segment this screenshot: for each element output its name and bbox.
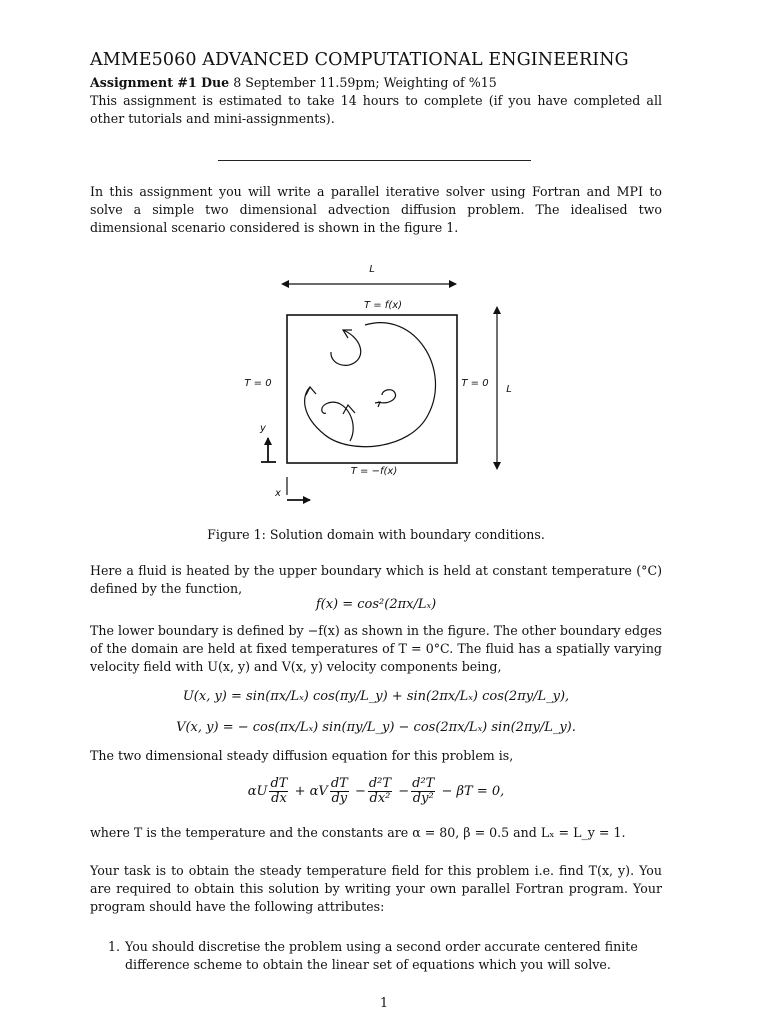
assignment-label: Assignment #1 Due [90,75,230,90]
left-boundary-label: T = 0 [244,378,272,389]
y-axis-label: y [260,423,266,434]
bottom-boundary-label: T = −f(x) [350,466,398,477]
time-estimate: This assignment is estimated to take 14 hours to complete (if you have completed all other tutorials and mini-assignments). [90,93,662,126]
list-item-text: You should discretise the problem using a second order accurate centered finite difference scheme to obtain the linear set of equations which you will solve. [125,939,638,972]
constants-paragraph: where T is the temperature and the constants are α = 80, β = 0.5 and Lₓ = L_y = 1. [90,825,626,840]
fraction-denominator: dy [331,791,348,806]
list-item [108,938,660,974]
domain-figure [230,255,530,515]
list-item-number: 1. [108,939,121,954]
equation-f: f(x) = cos²(2πx/Lₓ) [315,597,437,612]
term-2-coefficient: + αV [294,784,328,799]
fraction-denominator: dx² [369,791,391,806]
intro-paragraph: In this assignment you will write a parallel iterative solver using Fortran and MPI to solve a simple two dimensional advection diffusion problem. The idealised two dimensional scenario considered is shown in the figure 1. [90,184,662,235]
assignment-line [90,75,497,90]
task-paragraph: Your task is to obtain the steady temperature field for this problem i.e. find T(x, y). You are required to obtain this solution by writing your own parallel Fortran program. Your program should have the following attributes: [90,863,662,914]
d2T-dy2-fraction [411,777,435,806]
right-boundary-label: T = 0 [461,378,489,389]
fraction-numerator: d²T [412,776,435,791]
top-boundary-label: T = f(x) [363,300,403,311]
dT-dy-fraction [330,777,349,806]
equation-u: U(x, y) = sin(πx/Lₓ) cos(πy/L_y) + sin(2πx/Lₓ) cos(2πy/L_y), [182,689,570,704]
center-swirl-arrowhead [375,402,380,407]
large-swirl-arrowhead [306,387,316,395]
diffusion-intro: The two dimensional steady diffusion equation for this problem is, [90,748,514,763]
right-dimension-label: L [506,384,512,395]
boundary-paragraph: The lower boundary is defined by −f(x) as shown in the figure. The other boundary edges of the domain are held at fixed temperatures of T = 0°C. The fluid has a spatially varying velocity field with U(x, y) and V(x, y) velocity components being, [90,623,662,674]
equation-tail: − βT = 0, [441,784,505,799]
heating-paragraph: Here a fluid is heated by the upper boundary which is held at constant temperature (°C) defined by the function, [90,563,662,596]
term-4-sign: − [398,784,410,799]
x-axis-label: x [275,488,281,499]
horizontal-rule [218,160,531,161]
dT-dx-fraction [269,777,288,806]
fraction-numerator: d²T [368,776,392,791]
equation-v: V(x, y) = − cos(πx/Lₓ) sin(πy/L_y) − cos(2πx/Lₓ) sin(2πy/L_y). [176,720,576,735]
term-1-coefficient: αU [247,784,268,799]
main-equation [90,777,662,806]
d2T-dx2-fraction [368,777,392,806]
fraction-denominator: dx [271,791,287,806]
top-dimension-label: L [369,264,375,275]
document-title: AMME5060 ADVANCED COMPUTATIONAL ENGINEERING [90,50,629,70]
lower-swirl [322,402,353,441]
figure-caption: Figure 1: Solution domain with boundary conditions. [207,527,545,542]
fraction-denominator: dy² [412,791,434,806]
fraction-numerator: dT [330,776,348,791]
small-swirl-center [378,390,396,403]
fraction-numerator: dT [270,776,288,791]
term-3-sign: − [354,784,366,799]
due-info: 8 September 11.59pm; Weighting of %15 [229,75,497,90]
large-swirl [305,323,436,447]
page-number: 1 [379,995,388,1010]
